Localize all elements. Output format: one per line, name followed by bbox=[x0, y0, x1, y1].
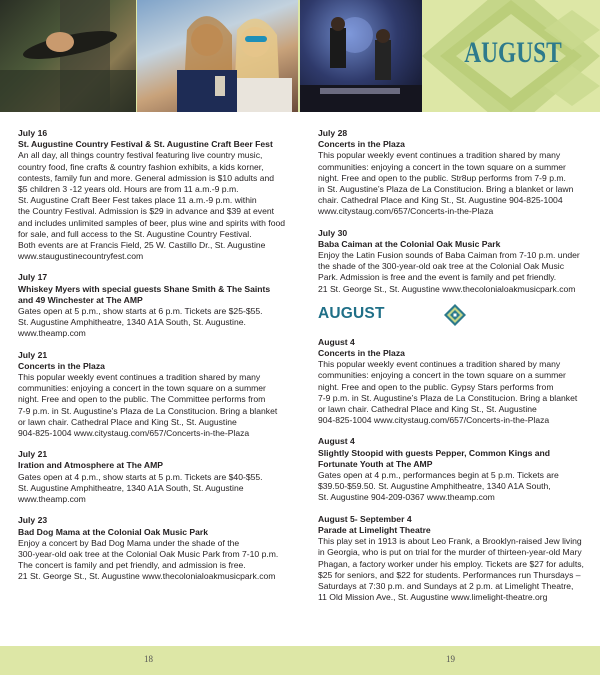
event-item bbox=[18, 515, 293, 582]
event-title: Bad Dog Mama at the Colonial Oak Music Park bbox=[18, 526, 209, 537]
section-heading bbox=[318, 305, 593, 329]
section-heading-label: AUGUST bbox=[318, 304, 385, 322]
event-date: August 4 bbox=[318, 436, 355, 447]
event-item bbox=[318, 514, 593, 604]
event-date: August 4 bbox=[318, 336, 355, 347]
event-title: Iration and Atmosphere at The AMP bbox=[18, 460, 163, 471]
event-item bbox=[18, 272, 293, 339]
event-description: This play set in 1913 is about Leo Frank, a Brooklyn-raised Jew living in Georgia, who is put on trial for the murder of thirteen-year-old Mary Phagan, a factory worker under his employ. Tickets are $27 for adults, $25 for seniors, and $22 for students. Performances run Thursdays – Saturdays at 7:30 p.m. and Sundays at 2 p.m. at Limelight Theatre, 11 Old Mission Ave., St. Augustine www.limelight-theatre.org bbox=[318, 536, 584, 603]
footer-band bbox=[0, 646, 600, 675]
left-column bbox=[18, 128, 293, 593]
festival-women-photo bbox=[137, 0, 298, 112]
event-date: July 28 bbox=[318, 128, 348, 138]
event-description: Gates open at 5 p.m., show starts at 6 p.m. Tickets are $25-$55. St. Augustine Amphitheatre, 1340 A1A South, St. Augustine. www.theamp.com bbox=[18, 306, 263, 339]
event-description: This popular weekly event continues a tradition shared by many communities: enjoying a concert in the town square on a summer night. Free and open to the public. The Committee performs from 7-9 p.m. in St. Augustine’s Plaza de La Constitucion. Bring a blanket or lawn chair. Cathedral Place and King St., St. Augustine 904-825-1004 www.citystaug.com/657/Concerts-in-the-Plaza bbox=[18, 372, 278, 439]
event-item bbox=[18, 350, 293, 440]
page-number-left: 18 bbox=[144, 654, 153, 664]
event-description: This popular weekly event continues a tradition shared by many communities: enjoying a concert in the town square on a summer night. Free and open to the public. Gypsy Stars performs from 7-9 p.m. in St. Augustine’s Plaza de La Constitucion. Bring a blanket or lawn chair. Cathedral Place and King St., St. Augustine 904-825-1004 www.citystaug.com/657/Concerts-in-the-Plaza bbox=[318, 359, 578, 426]
event-description: Enjoy a concert by Bad Dog Mama under the shade of the 300-year-old oak tree at the Colonial Oak Music Park from 7-10 p.m. The concert is family and pet friendly, and admission is free. 21 St. George St., St. Augustine www.thecolonialoakmusicpark.com bbox=[18, 537, 279, 582]
event-date: July 30 bbox=[318, 227, 348, 238]
month-title: AUGUST bbox=[464, 36, 562, 69]
event-date: July 16 bbox=[18, 128, 48, 138]
event-title: Slightly Stoopid with guests Pepper, Common Kings and Fortunate Youth at The AMP bbox=[318, 447, 551, 469]
event-description: Gates open at 4 p.m., performances begin at 5 p.m. Tickets are $39.50-$59.50. St. Augustine Amphitheatre, 1340 A1A South, St. Augustine 904-209-0367 www.theamp.com bbox=[318, 470, 559, 503]
event-item bbox=[18, 449, 293, 505]
event-item bbox=[318, 228, 593, 295]
event-item bbox=[318, 337, 593, 427]
event-date: July 21 bbox=[18, 349, 48, 360]
concert-band-photo bbox=[300, 0, 422, 112]
event-date: July 23 bbox=[18, 515, 48, 526]
event-description: Gates open at 4 p.m., show starts at 5 p.m. Tickets are $40-$55. St. Augustine Amphitheatre, 1340 A1A South, St. Augustine www.theamp.com bbox=[18, 471, 263, 505]
event-title: Parade at Limelight Theatre bbox=[318, 524, 431, 535]
event-title: St. Augustine Country Festival & St. Augustine Craft Beer Fest bbox=[18, 139, 273, 150]
right-column bbox=[318, 128, 593, 613]
event-title: Whiskey Myers with special guests Shane Smith & The Saints and 49 Winchester at The AMP bbox=[18, 283, 271, 305]
event-date: August 5- September 4 bbox=[318, 513, 412, 524]
diamond-ornament-icon bbox=[444, 304, 466, 326]
event-description: An all day, all things country festival featuring live country music, country food, fine crafts & country fashion exhibits, a kids korner, contests, family fun and more. General admission is $10 adults and $5 children 3 -12 years old. Hours are from 11 a.m.-9 p.m. St. Augustine Craft Beer Fest takes place 11 a.m.-9 p.m. within the Country Festival. Admission is $29 in advance and $39 at event and includes unlimited samples of beer, plus wine and spirits with food for sale, and full access to the St. Augustine Country Festival. Both events are at Francis Field, 25 W. Castillo Dr., St. Augustine www.staugustinecountryfest.com bbox=[18, 150, 286, 262]
page-number-right: 19 bbox=[446, 654, 455, 664]
event-item bbox=[318, 128, 593, 218]
event-description: This popular weekly event continues a tradition shared by many communities: enjoying a concert in the town square on a summer night. Free and open to the public. Str8up performs from 7-9 p.m. in St. Augustine’s Plaza de La Constitucion. Bring a blanket or lawn chair. Cathedral Place and King St., St. Augustine 904-825-1004 www.citystaug.com/657/Concerts-in-the-Plaza bbox=[318, 150, 574, 217]
event-date: July 21 bbox=[18, 449, 48, 460]
event-description: Enjoy the Latin Fusion sounds of Baba Caiman from 7-10 p.m. under the shade of the 300-year-old oak tree at the Colonial Oak Music Park. Admission is free and the event is family and pet friendly. 21 St. George St., St. Augustine www.thecolonialoakmusicpark.com bbox=[318, 250, 580, 294]
event-title: Concerts in the Plaza bbox=[318, 348, 405, 359]
event-title: Concerts in the Plaza bbox=[18, 360, 105, 371]
event-item bbox=[18, 128, 293, 262]
event-date: July 17 bbox=[18, 272, 48, 283]
event-item bbox=[318, 436, 593, 503]
event-title: Baba Caiman at the Colonial Oak Music Park bbox=[318, 238, 501, 249]
festival-guitarist-photo bbox=[0, 0, 136, 112]
event-title: Concerts in the Plaza bbox=[318, 139, 405, 150]
